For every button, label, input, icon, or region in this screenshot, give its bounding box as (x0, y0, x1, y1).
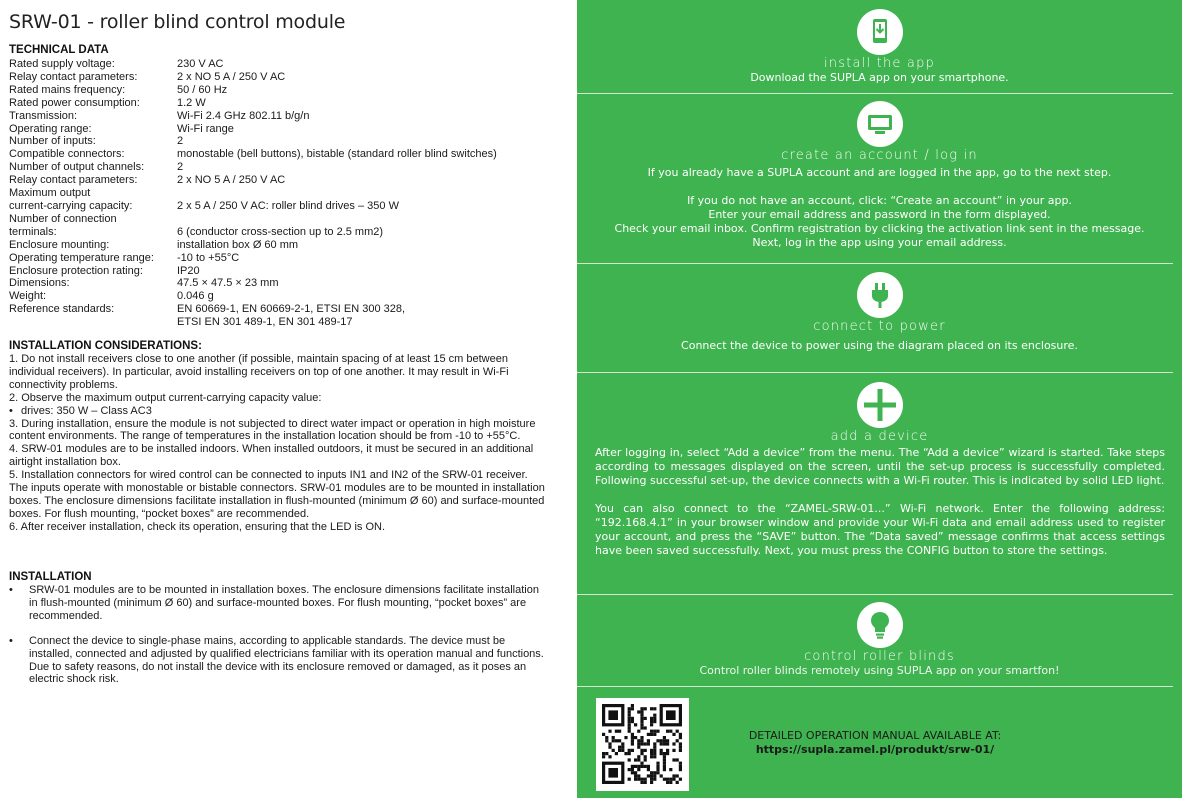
spec-row (9, 110, 569, 123)
spec-label: Number of inputs: (9, 135, 96, 148)
spec-label: Rated mains frequency: (9, 83, 126, 96)
spec-label: Rated power consumption: (9, 96, 140, 109)
spec-label: Weight: (9, 290, 47, 303)
divider (577, 93, 1173, 94)
plus-icon (857, 382, 903, 428)
spec-row (9, 174, 569, 187)
lightbulb-icon (857, 602, 903, 648)
installation-heading: INSTALLATION (9, 571, 92, 583)
divider (577, 372, 1173, 373)
step-account-text-4: Check your email inbox. Confirm registration by clicking the activation link sent in the message. (614, 222, 1145, 235)
step-account-text-5: Next, log in the app using your email address. (752, 236, 1007, 249)
spec-row (9, 71, 569, 84)
spec-value: 6 (conductor cross-section up to 2.5 mm2) (177, 225, 384, 238)
spec-value: 230 V AC (177, 58, 224, 70)
step-account-text-2: If you do not have an account, click: “Create an account” in your app. (687, 194, 1072, 207)
left-column (0, 0, 577, 798)
technical-data-heading: TECHNICAL DATA (9, 44, 109, 56)
spec-label: Maximum output current-carrying capacity: (9, 187, 133, 212)
spec-row (9, 161, 569, 174)
spec-label: Transmission: (9, 109, 78, 122)
manual-link-block (700, 729, 1050, 757)
spec-row (9, 213, 569, 239)
installation-considerations-list (9, 353, 549, 534)
spec-row (9, 135, 569, 148)
spec-row (9, 290, 569, 303)
spec-label: Number of output channels: (9, 161, 145, 174)
installation-item-1: • SRW-01 modules are to be mounted in installation boxes. The enclosure dimensions facilitate installation in flush-mounted (minimum Ø 60) and surface-mounted boxes. For flush mounting, “pocket boxes” are recommended. (9, 584, 549, 623)
spec-value: IP20 (177, 264, 200, 277)
plug-icon (857, 272, 903, 318)
consideration-6: 6. After receiver installation, check its operation, ensuring that the LED is ON. (9, 520, 386, 533)
spec-value: 2 x NO 5 A / 250 V AC (177, 70, 286, 83)
spec-label: Rated supply voltage: (9, 58, 115, 70)
step-add-title: add a device (830, 429, 929, 444)
manual-label: DETAILED OPERATION MANUAL AVAILABLE AT: (748, 729, 1002, 742)
consideration-2-bullet: • drives: 350 W – Class AC3 (9, 405, 549, 418)
step-control-blinds (577, 602, 1182, 678)
manual-url-link[interactable]: https://supla.zamel.pl/produkt/srw-01/ (755, 743, 995, 756)
spec-label: Compatible connectors: (9, 148, 125, 161)
step-power-title: connect to power (813, 319, 946, 334)
spec-value: Wi-Fi 2.4 GHz 802.11 b/g/n (177, 109, 310, 122)
installation-item-2: • Connect the device to single-phase mains, according to applicable standards. The device must be installed, connected and adjusted by qualified electricians familiar with its operation manual and functions. Due to safety reasons, do not install the device with its enclosure removed or damaged, as it poses an electric shock risk. (9, 635, 549, 687)
spec-row (9, 123, 569, 136)
spec-row (9, 239, 569, 252)
installation-list (9, 584, 549, 698)
spec-row (9, 265, 569, 278)
step-install-app (577, 9, 1182, 85)
spec-label: Reference standards: (9, 303, 115, 316)
spec-value: 0.046 g (177, 290, 214, 303)
divider (577, 263, 1173, 264)
spec-label: Enclosure mounting: (9, 238, 110, 251)
step-add-device (577, 382, 1182, 558)
spec-value: EN 60669-1, EN 60669-2-1, ETSI EN 300 328, ETSI EN 301 489-1, EN 301 489-17 (177, 303, 406, 329)
spec-value: 2 x NO 5 A / 250 V AC (177, 174, 286, 187)
spec-value: 47.5 × 47.5 × 23 mm (177, 277, 279, 290)
step-add-text-2: You can also connect to the “ZAMEL-SRW-01...” Wi-Fi network. Enter the following address: “192.168.4.1” in your browser window and provide your Wi-Fi data and email address used to register your account, and press the “SAVE” button. The “Data saved” message confirms that access settings have been saved successfully. Next, you must press the CONFIG button to store the settings. (595, 502, 1165, 557)
phone-download-icon (857, 9, 903, 55)
qr-code-image (596, 698, 689, 791)
step-power-text: Connect the device to power using the diagram placed on its enclosure. (681, 339, 1078, 352)
monitor-icon (857, 101, 903, 147)
step-control-title: control roller blinds (804, 649, 955, 664)
spec-value: 2 (177, 135, 184, 148)
spec-row (9, 187, 569, 213)
consideration-1: 1. Do not install receivers close to one another (if possible, maintain spacing of at least 15 cm between individual receivers). In particular, avoid installing receivers on top of one another. It may result in Wi-Fi connectivity problems. (9, 353, 509, 391)
step-account-text-1: If you already have a SUPLA account and are logged in the app, go to the next step. (647, 166, 1112, 179)
technical-data-table (9, 58, 569, 329)
spec-value: Wi-Fi range (177, 122, 234, 135)
step-account-title: create an account / log in (781, 148, 978, 163)
step-connect-power (577, 272, 1182, 353)
divider (577, 594, 1173, 595)
spec-row (9, 252, 569, 265)
step-add-text-1: After logging in, select “Add a device” from the menu. The “Add a device” wizard is started. Take steps according to messages displayed on the screen, until the set-up process is successfully completed. Following successful set-up, the device connects with a Wi-Fi router. This is indicated by solid LED light. (595, 446, 1165, 487)
spec-value: 2 (177, 161, 184, 174)
spec-label: Dimensions: (9, 277, 70, 290)
consideration-3: 3. During installation, ensure the module is not subjected to direct water impact or operation in high moisture content environments. The range of temperatures in the installation location should be from -10 to +55°C. (9, 417, 536, 443)
step-install-text: Download the SUPLA app on your smartphone. (750, 71, 1009, 84)
spec-row (9, 303, 569, 329)
divider (577, 686, 1173, 687)
spec-label: Relay contact parameters: (9, 174, 138, 187)
step-control-text: Control roller blinds remotely using SUPLA app on your smartfon! (699, 664, 1060, 677)
spec-value: 50 / 60 Hz (177, 83, 228, 96)
spec-value: monostable (bell buttons), bistable (standard roller blind switches) (177, 148, 497, 161)
spec-value: 1.2 W (177, 96, 206, 109)
spec-row (9, 148, 569, 161)
page-title: SRW-01 - roller blind control module (9, 11, 346, 33)
spec-label: Operating range: (9, 122, 92, 135)
installation-considerations-heading: INSTALLATION CONSIDERATIONS: (9, 340, 202, 352)
consideration-4: 4. SRW-01 modules are to be installed indoors. When installed outdoors, it must be secured in an additional airtight installation box. (9, 443, 534, 469)
spec-row (9, 58, 569, 71)
spec-value: installation box Ø 60 mm (177, 238, 299, 251)
step-install-title: install the app (824, 56, 935, 71)
step-account-text-3: Enter your email address and password in the form displayed. (708, 208, 1051, 221)
spec-label: Number of connection terminals: (9, 212, 117, 238)
spec-label: Operating temperature range: (9, 251, 154, 264)
consideration-5: 5. Installation connectors for wired control can be connected to inputs IN1 and IN2 of the SRW-01 receiver. The inputs operate with monostable or bistable connectors. SRW-01 modules are to be mounted in installation boxes. The enclosure dimensions facilitate installation in flush-mounted (minimum Ø 60) and surface-mounted boxes. For flush mounting, “pocket boxes” are recommended. (9, 469, 545, 520)
spec-value: 2 x 5 A / 250 V AC: roller blind drives – 350 W (177, 199, 399, 212)
spec-label: Relay contact parameters: (9, 70, 138, 83)
spec-row (9, 277, 569, 290)
step-create-account (577, 101, 1182, 250)
consideration-2: 2. Observe the maximum output current-carrying capacity value: (9, 391, 322, 404)
spec-value: -10 to +55°C (177, 251, 240, 264)
spec-label: Enclosure protection rating: (9, 264, 143, 277)
spec-row (9, 84, 569, 97)
spec-row (9, 97, 569, 110)
